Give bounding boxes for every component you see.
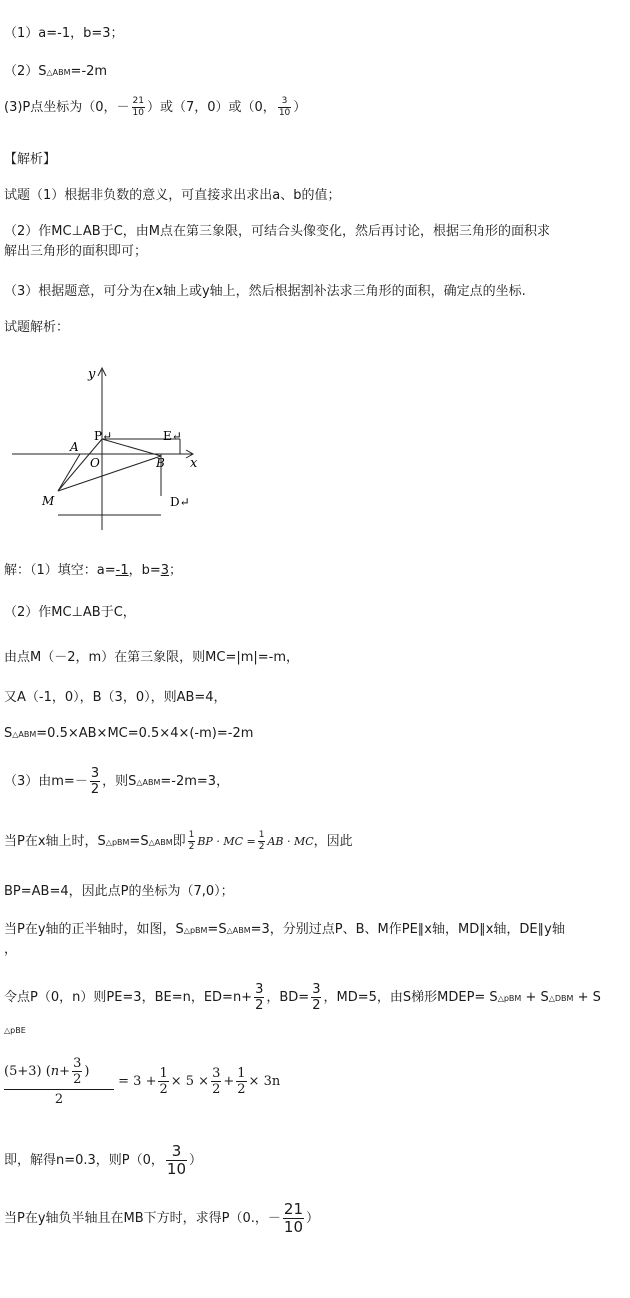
label-D: D↵ [170,495,190,509]
answer-2 [4,60,107,79]
equation-numerator: (5+3) (n+ $\frac{3}{2}$ ) [4,1056,90,1087]
label-B: B [156,456,165,470]
answer-2-prefix: （2）S [4,64,47,79]
solution-step-10: 令点P（0，n）则PE=3，BE=n，ED=n+ $\frac{3}{2}$ ，BD= $\frac{3}{2}$ ，MD=5，由S梯形MDEP= S△pBM + S△DBM + S [4,982,601,1013]
answer-3-end: ） [293,100,307,115]
solution-step-6: （3）由m=－ $\frac{3}{2}$ ，则S△ABM=-2m=3， [4,766,230,797]
solution-step-1: 解：（1）填空：a=-1，b=3； [4,563,183,578]
solution-step-12: 当P在y轴负半轴且在MB下方时，求得P（0.，－ $\frac{21}{10}$ ） [4,1200,320,1236]
label-O: O [90,456,100,470]
analysis-paragraph-2-line-2: 解出三角形的面积即可； [4,244,148,259]
equation-denominator: 2 [54,1092,64,1107]
solution-step-7: 当P在x轴上时，S△pBM=S△ABM即 $\frac{1}{2}$ BP · MC = $\frac{1}{2}$ AB · MC，因此 [4,830,353,852]
answer-2-suffix: =-2m [70,64,108,79]
analysis-paragraph-1: 试题（1）根据非负数的意义，可直接求出求出a、b的值； [4,188,341,203]
solution-step-3: 由点M（－2，m）在第三象限，则MC=|m|=-m， [4,650,300,665]
fraction-3-over-2: $\frac{3}{2}$ [90,766,100,797]
solution-step-10-sub-3: △pBE [4,1026,26,1035]
answer-3-prefix: (3)P点坐标为（0，－ [4,100,130,115]
solution-step-9-line-2: ， [4,942,18,957]
segment-AM [58,454,80,491]
label-M: M [42,494,55,508]
solution-step-8: BP=AB=4，因此点P的坐标为（7,0）； [4,884,234,899]
label-E: E↵ [163,429,182,443]
analysis-paragraph-2-line-1: （2）作MC⊥AB于C，由M点在第三象限，可结合头像变化，然后再讨论，根据三角形的面积求 [4,224,550,239]
analysis-paragraph-3: （3）根据题意，可分为在x轴上或y轴上，然后根据割补法求三角形的面积，确定点的坐标. [4,284,526,299]
answer-3-fraction-1: $\frac{21}{10}$ [132,96,144,118]
label-y: y [88,367,96,382]
solution-step-2: （2）作MC⊥AB于C， [4,605,136,620]
solution-heading: 试题解析： [4,320,70,335]
analysis-heading: 【解析】 [4,152,57,167]
blank-b: 3 [160,563,170,578]
answer-2-sub: △ABM [46,68,71,77]
blank-a: -1 [115,563,129,578]
coordinate-figure [0,360,220,540]
solution-step-9-line-1: 当P在y轴的正半轴时，如图，S△pBM=S△ABM=3，分别过点P、B、M作PE∥x轴，MD∥x轴，DE∥y轴 [4,922,565,937]
label-A: A [70,440,79,454]
answer-3-mid: ）或（7，0）或（0， [146,100,276,115]
solution-step-5: S△ABM=0.5×AB×MC=0.5×4×(-m)=-2m [4,726,254,741]
solution-step-11: 即，解得n=0.3，则P（0， $\frac{3}{10}$ ） [4,1142,203,1178]
trapezoid-equation: (5+3) (n+ $\frac{3}{2}$ ) 2 = 3 + $\frac{1}{2}$ × 5 × $\frac{3}{2}$ + $\frac{1}{2}$ × 3n [4,1056,281,1107]
label-x: x [190,456,198,471]
answer-3-fraction-2: $\frac{3}{10}$ [278,96,291,118]
label-P: P↵ [94,429,113,443]
answer-1: （1）a=-1，b=3； [4,26,124,41]
solution-step-4: 又A（-1，0），B（3，0），则AB=4， [4,690,227,705]
answer-3 [4,96,306,119]
